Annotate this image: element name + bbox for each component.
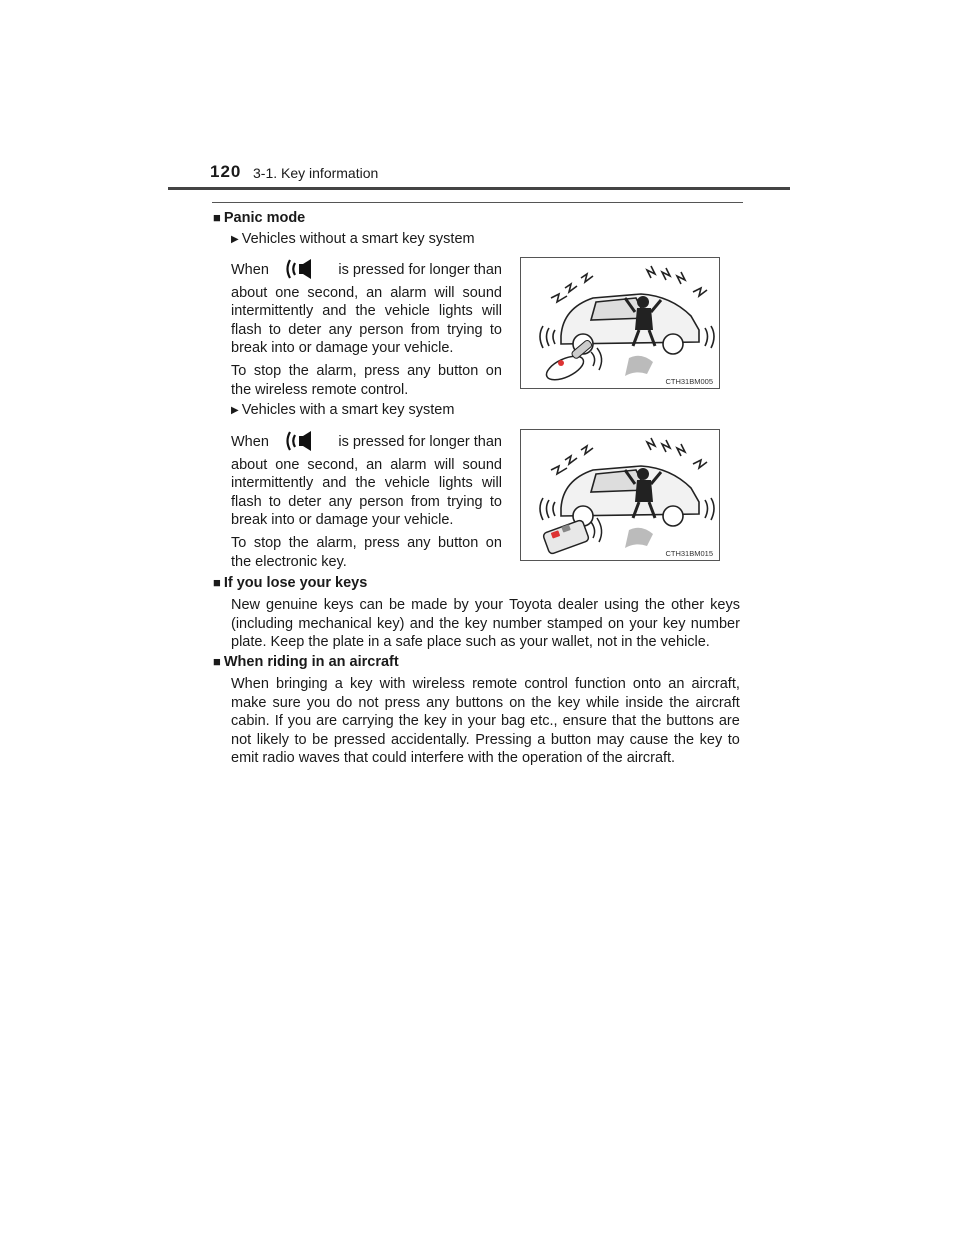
- figure-code: CTH31BM015: [665, 549, 713, 558]
- lose-keys-heading: ■ If you lose your keys: [213, 575, 368, 591]
- panic-alarm-illustration-remote: [520, 257, 720, 389]
- subheading-without-smart-key: ▶ Vehicles without a smart key system: [231, 231, 475, 247]
- square-bullet-icon: ■: [213, 210, 221, 225]
- page-number: 120: [210, 162, 242, 181]
- lose-keys-paragraph: New genuine keys can be made by your Toyota dealer using the other keys (including mechanical key) and the key number stamped on your key number plate. Keep the plate in a safe place such as your wallet, not in the vehicle.: [231, 597, 740, 651]
- panic-paragraph-without-smart: When is pressed for longer than about one second, an alarm will sound intermittently and the vehicle lights will flash to deter any person from trying to break into or damage your vehicle. To stop the alarm, press any button on the wireless remote control.: [231, 261, 502, 399]
- section-title: 3-1. Key information: [253, 165, 379, 181]
- panic-button-icon: [275, 261, 333, 275]
- square-bullet-icon: ■: [213, 575, 221, 590]
- arrow-icon: ▶: [231, 234, 239, 245]
- subheading-with-smart-key: ▶ Vehicles with a smart key system: [231, 402, 455, 418]
- aircraft-paragraph: When bringing a key with wireless remote control function onto an aircraft, make sure you do not press any buttons on the key while inside the aircraft cabin. If you are carrying the key in your bag etc., ensure that the buttons are not likely to be pressed accidentally. Pressing a button may cause the key to emit radio waves that could interfere with the operation of the aircraft.: [231, 676, 740, 767]
- aircraft-heading: ■ When riding in an aircraft: [213, 654, 399, 670]
- section-divider: [212, 202, 743, 203]
- square-bullet-icon: ■: [213, 654, 221, 669]
- header-rule: [168, 187, 790, 190]
- panic-mode-heading: ■ Panic mode: [213, 210, 306, 226]
- panic-paragraph-with-smart: When is pressed for longer than about one second, an alarm will sound intermittently and the vehicle lights will flash to deter any person from trying to break into or damage your vehicle. To stop the alarm, press any button on the electronic key.: [231, 433, 502, 571]
- panic-button-icon: [275, 433, 333, 447]
- arrow-icon: ▶: [231, 405, 239, 416]
- page-header: [168, 158, 790, 192]
- figure-code: CTH31BM005: [665, 377, 713, 386]
- panic-alarm-illustration-smart-key: [520, 429, 720, 561]
